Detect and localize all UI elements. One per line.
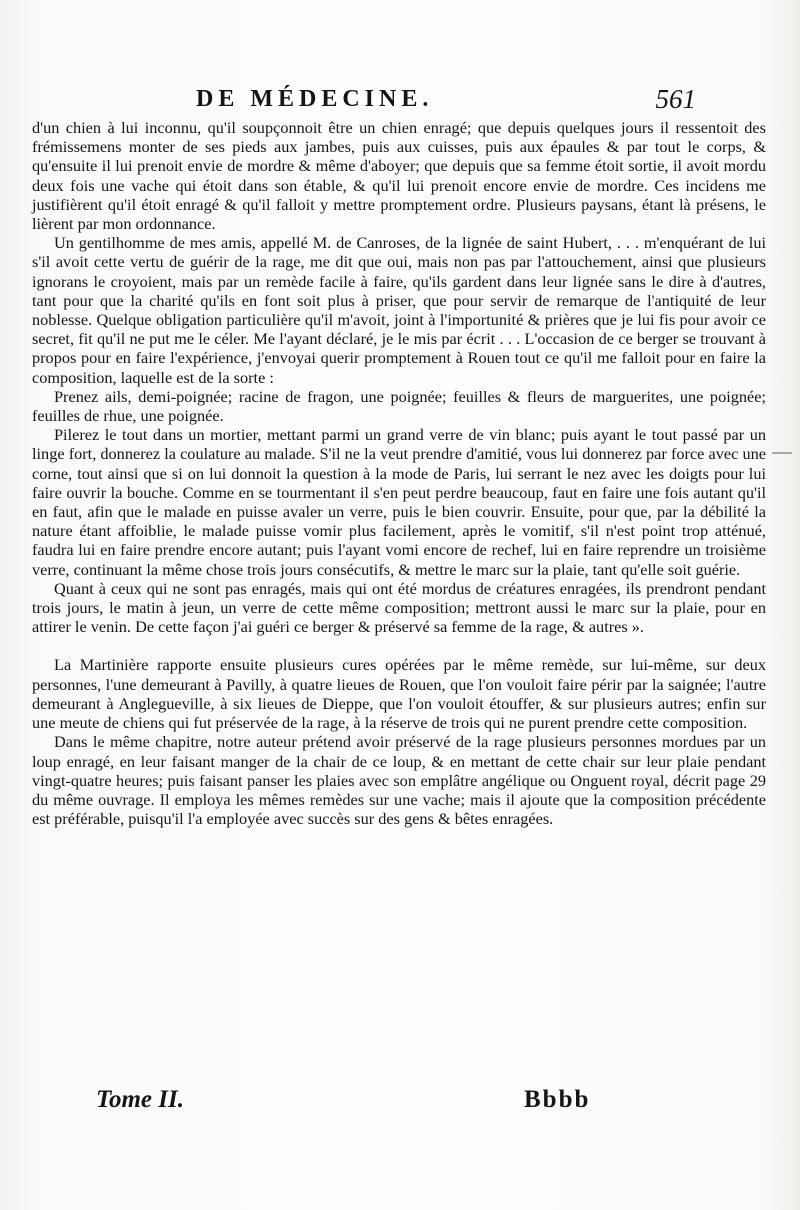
paragraph: Un gentilhomme de mes amis, appellé M. de Canroses, de la lignée de saint Hubert, . . . m'enquérant de lui s'il avoit cette vertu de guérir de la rage, me dit que oui, mais non pas par l'attouchement, ainsi que plusieurs ignorans le croyoient, mais par un remède facile à faire, qu'ils gardent dans leur lignée sans le dire à d'autres, tant pour que la charité qu'ils en font soit plus à priser, que pour servir de remarque de l'antiquité de leur noblesse. Quelque obligation particulière qu'il m'avoit, joint à l'importunité & prières que je lui fis pour avoir ce secret, fit qu'il ne put me le céler. Me l'ayant déclaré, je le mis par écrit . . . L'occasion de ce berger se trouvant à propos pour en faire l'expérience, j'envoyai querir promptement à Rouen tout ce qu'il me falloit pour en faire la composition, laquelle est de la sorte :	[32, 233, 766, 387]
paragraph: Pilerez le tout dans un mortier, mettant parmi un grand verre de vin blanc; puis ayant le tout passé par un linge fort, donnerez la coulature au malade. S'il ne la veut prendre d'amitié, vous lui donnerez par force avec une corne, tout ainsi que si on lui donnoit la question à la mode de Paris, lui serrant le nez avec les doigts pour lui faire ouvrir la bouche. Comme en se tourmentant il s'en peut perdre beaucoup, faut en faire une fois autant qu'il en faut, afin que le malade en puisse avaler un verre, puis le bien couvrir. Ensuite, pour que, par la débilité la nature étant affoiblie, le malade puisse vomir plus facilement, après le vomitif, s'il n'est point trop atténué, faudra lui en faire prendre encore autant; puis l'ayant vomi encore de rechef, lui en faire reprendre un troisième verre, continuant la même chose trois jours consécutifs, & mettre le marc sur la plaie, tant qu'elle soit guérie.	[32, 425, 766, 579]
paragraph: La Martinière rapporte ensuite plusieurs cures opérées par le même remède, sur lui-même, sur deux personnes, l'une demeurant à Pavilly, à quatre lieues de Rouen, que l'on vouloit faire périr par la saignée; l'autre demeurant à Anglegueville, à six lieues de Dieppe, que l'on vouloit étouffer, & sur plusieurs autres; enfin sur une meute de chiens qui fut préservée de la rage, à la réserve de trois qui ne purent prendre cette composition.	[32, 655, 766, 733]
volume-label: Tome II.	[96, 1086, 184, 1113]
page-footer	[96, 1086, 636, 1126]
page-header	[196, 84, 696, 118]
margin-mark	[772, 452, 792, 454]
running-title: DE MÉDECINE.	[196, 86, 434, 112]
paragraph: d'un chien à lui inconnu, qu'il soupçonnoit être un chien enragé; que depuis quelques jours il ressentoit des frémissemens monter de ses pieds aux jambes, puis aux cuisses, puis aux épaules & par tout le corps, & qu'ensuite il lui prenoit envie de mordre & même d'aboyer; que depuis que sa femme étoit sortie, il avoit mordu deux fois une vache qui étoit dans son étable, & qu'il lui prenoit encore envie de mordre. Ces incidens me justifièrent qu'il étoit enragé & qu'il falloit y mettre promptement ordre. Plusieurs paysans, étant là présens, le lièrent par mon ordonnance.	[32, 118, 766, 234]
body-text	[32, 118, 766, 828]
page-number: 561	[655, 84, 696, 114]
paragraph: Prenez ails, demi-poignée; racine de fragon, une poignée; feuilles & fleurs de marguerites, une poignée; feuilles de rhue, une poignée.	[32, 386, 766, 426]
paragraph: Quant à ceux qui ne sont pas enragés, mais qui ont été mordus de créatures enragées, ils prendront pendant trois jours, le matin à jeun, un verre de cette même composition; mettront aussi le marc sur la plaie, pour en attirer le venin. De cette façon j'ai guéri ce berger & préservé sa femme de la rage, & autres ».	[32, 578, 766, 637]
paragraph: Dans le même chapitre, notre auteur prétend avoir préservé de la rage plusieurs personnes mordues par un loup enragé, en leur faisant manger de la chair de ce loup, & en mettant de cette chair sur leur plaie pendant vingt-quatre heures; puis faisant panser les plaies avec son emplâtre angélique ou Onguent royal, décrit page 29 du même ouvrage. Il employa les mêmes remèdes sur une vache; mais il ajoute que la composition précédente est préférable, puisqu'il l'a employée avec succès sur des gens & bêtes enragées.	[32, 732, 766, 829]
signature-mark: Bbbb	[524, 1086, 591, 1113]
